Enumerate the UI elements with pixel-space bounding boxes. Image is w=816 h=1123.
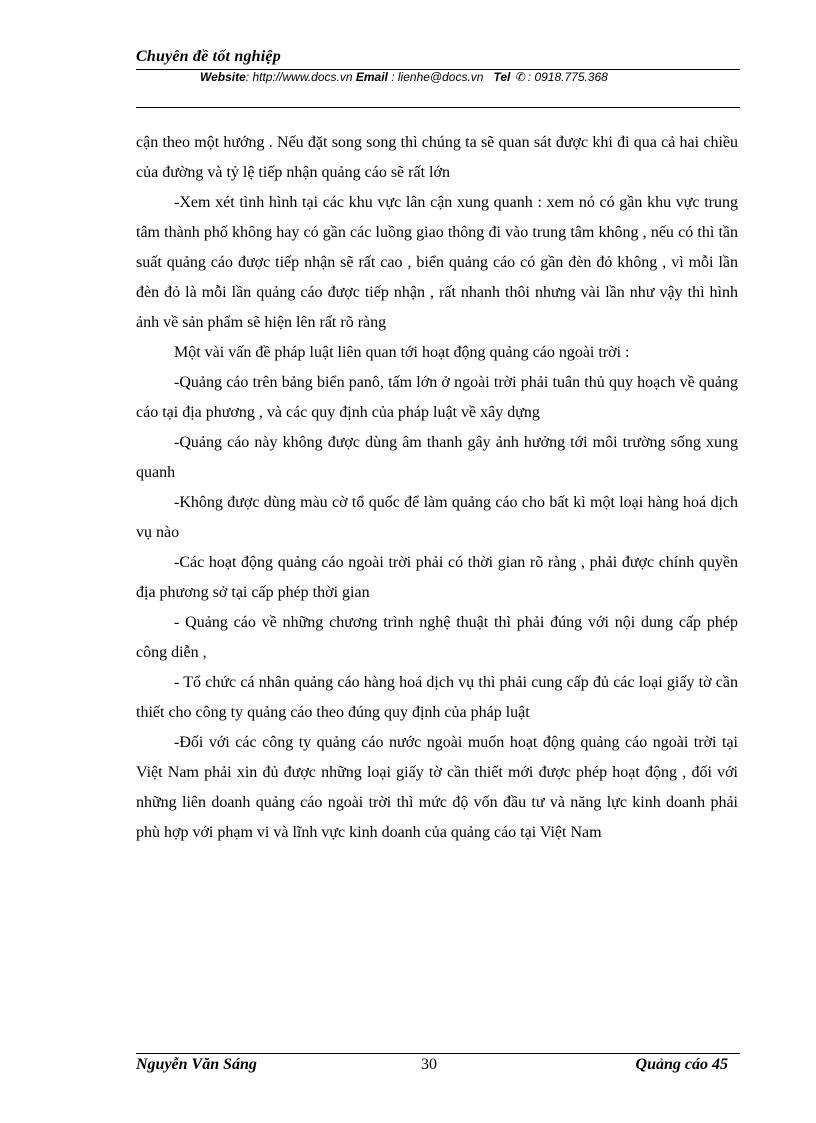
tel-value: : 0918.775.368 <box>527 70 608 84</box>
email-value: : lienhe@docs.vn <box>391 70 484 84</box>
website-label: Website <box>200 70 246 84</box>
header-contact-line <box>200 70 608 84</box>
document-header-title: Chuyên đề tốt nghiệp <box>136 48 281 65</box>
document-body <box>136 128 738 848</box>
body-paragraph: -Đối với các công ty quảng cáo nước ngoài muốn hoạt động quảng cáo ngoài trời tại Việt Nam phải xin đủ được những loại giấy tờ cần thiết mới được phép hoạt động , đối với những liên doanh quảng cáo ngoài trời thì mức độ vốn đầu tư và năng lực kinh doanh phải phù hợp với phạm vi và lĩnh vực kinh doanh của quảng cáo tại Việt Nam <box>136 734 738 841</box>
body-paragraph: -Quảng cáo trên bảng biển panô, tấm lớn ở ngoài trời phải tuân thủ quy hoạch về quảng cáo tại địa phương , và các quy định của pháp luật về xây dựng <box>136 374 738 421</box>
footer-divider <box>136 1053 740 1054</box>
footer-subject: Quảng cáo 45 <box>635 1056 728 1073</box>
body-paragraph: -Các hoạt động quảng cáo ngoài trời phải có thời gian rõ ràng , phải được chính quyền địa phương sở tại cấp phép thời gian <box>136 554 738 601</box>
page-number: 30 <box>421 1056 437 1073</box>
body-paragraph: Một vài vấn đề pháp luật liên quan tới hoạt động quảng cáo ngoài trời : <box>174 344 630 361</box>
body-paragraph: -Quảng cáo này không được dùng âm thanh gây ảnh hưởng tới môi trường sống xung quanh <box>136 434 738 481</box>
body-paragraph: -Xem xét tình hình tại các khu vực lân cận xung quanh : xem nó có gần khu vực trung tâm thành phố không hay có gần các luồng giao thông đi vào trung tâm không , nếu có thì tần suất quảng cáo được tiếp nhận sẽ rất cao , biển quảng cáo có gần đèn đỏ không , vì mỗi lần đèn đỏ là mỗi lần quảng cáo được tiếp nhận , rất nhanh thôi nhưng vài lần như vậy thì hình ảnh về sản phẩm sẽ hiện lên rất rõ ràng <box>136 194 738 331</box>
header-divider-bottom <box>136 107 740 108</box>
body-paragraph: cận theo một hướng . Nếu đặt song song thì chúng ta sẽ quan sát được khi đi qua cả hai chiều của đường và tỷ lệ tiếp nhận quảng cáo sẽ rất lớn <box>136 134 738 181</box>
phone-icon: ✆ <box>515 70 526 84</box>
body-paragraph: -Không được dùng màu cờ tổ quốc để làm quảng cáo cho bất kì một loại hàng hoá dịch vụ nào <box>136 494 738 541</box>
email-label: Email <box>355 70 388 84</box>
tel-label: Tel <box>493 70 511 84</box>
body-paragraph: - Tổ chức cá nhân quảng cáo hàng hoá dịch vụ thì phải cung cấp đủ các loại giấy tờ cần thiết cho công ty quảng cáo theo đúng quy định của pháp luật <box>136 674 738 721</box>
body-paragraph: - Quảng cáo về những chương trình nghệ thuật thì phải đúng với nội dung cấp phép công diễn , <box>136 614 738 661</box>
footer-author: Nguyễn Văn Sáng <box>136 1056 257 1073</box>
website-value: : http://www.docs.vn <box>245 70 353 84</box>
